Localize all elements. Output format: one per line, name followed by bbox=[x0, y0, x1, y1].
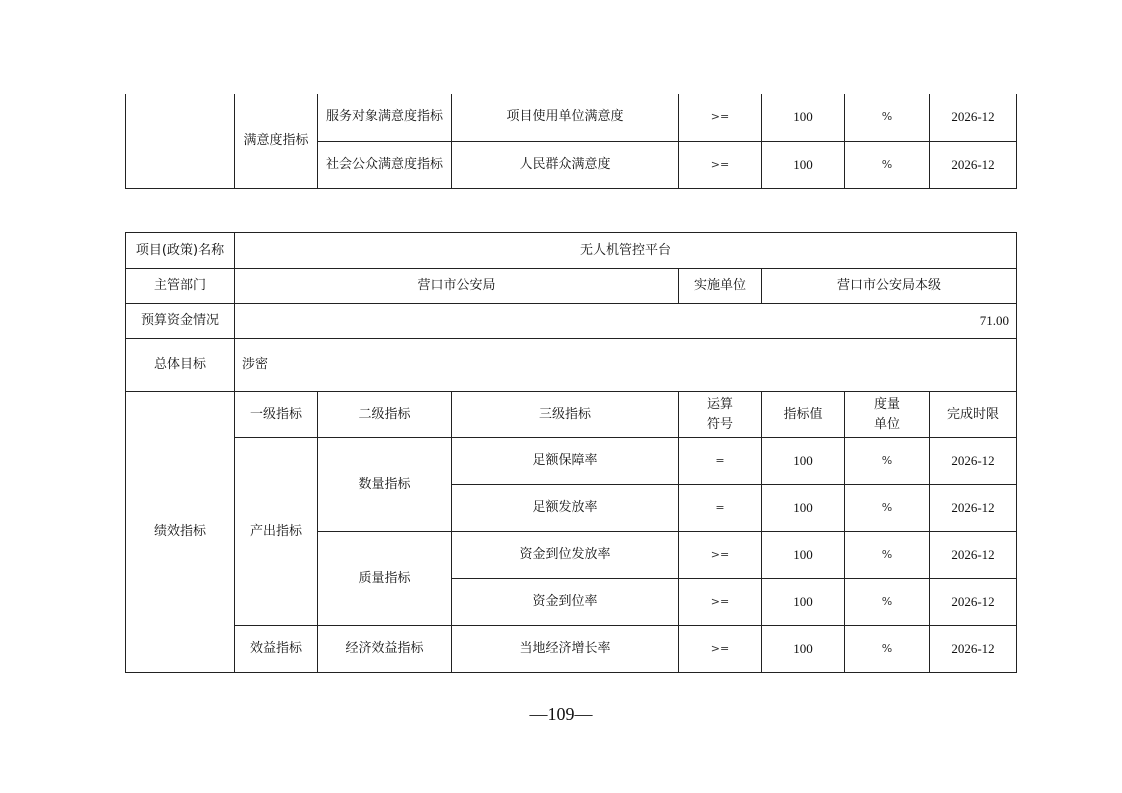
header-level1: 一级指标 bbox=[235, 392, 318, 438]
unit-cell: % bbox=[845, 532, 930, 579]
header-operator-line1: 运算 bbox=[706, 396, 733, 412]
header-unit-line2: 单位 bbox=[873, 416, 900, 432]
unit-cell: % bbox=[845, 438, 930, 485]
operator-cell: >= bbox=[679, 141, 762, 188]
header-deadline: 完成时限 bbox=[930, 392, 1017, 438]
header-level2: 二级指标 bbox=[318, 392, 452, 438]
value-cell: 100 bbox=[762, 141, 845, 188]
project-performance-table bbox=[125, 232, 1017, 673]
table-row bbox=[126, 304, 1017, 339]
deadline-cell: 2026-12 bbox=[930, 485, 1017, 532]
goal-value: 涉密 bbox=[235, 339, 1017, 392]
operator-cell: = bbox=[679, 438, 762, 485]
table-row bbox=[126, 626, 1017, 673]
output-level1: 产出指标 bbox=[235, 438, 318, 626]
indicator-cell: 当地经济增长率 bbox=[452, 626, 679, 673]
indicator-cell: 足额发放率 bbox=[452, 485, 679, 532]
value-cell: 100 bbox=[762, 94, 845, 141]
deadline-cell: 2026-12 bbox=[930, 579, 1017, 626]
table-row bbox=[126, 339, 1017, 392]
project-name-label: 项目(政策)名称 bbox=[126, 233, 235, 269]
header-unit-line1: 度量 bbox=[873, 396, 900, 412]
operator-cell: = bbox=[679, 485, 762, 532]
indicator-cell: 资金到位率 bbox=[452, 579, 679, 626]
table-row bbox=[126, 438, 1017, 485]
value-cell: 100 bbox=[762, 579, 845, 626]
indicator-cell: 资金到位发放率 bbox=[452, 532, 679, 579]
impl-value: 营口市公安局本级 bbox=[762, 269, 1017, 304]
value-cell: 100 bbox=[762, 485, 845, 532]
unit-cell: % bbox=[845, 94, 930, 141]
table-row bbox=[126, 233, 1017, 269]
operator-cell: >= bbox=[679, 579, 762, 626]
level3-cell: 社会公众满意度指标 bbox=[318, 141, 452, 188]
quantity-level2: 数量指标 bbox=[318, 438, 452, 532]
goal-label: 总体目标 bbox=[126, 339, 235, 392]
indicator-cell: 项目使用单位满意度 bbox=[452, 94, 679, 141]
dept-label: 主管部门 bbox=[126, 269, 235, 304]
benefit-level1: 效益指标 bbox=[235, 626, 318, 673]
operator-cell: >= bbox=[679, 532, 762, 579]
page-number: —109— bbox=[529, 704, 593, 724]
unit-cell: % bbox=[845, 141, 930, 188]
unit-cell: % bbox=[845, 579, 930, 626]
quality-level2: 质量指标 bbox=[318, 532, 452, 626]
value-cell: 100 bbox=[762, 626, 845, 673]
level1-cell bbox=[126, 94, 235, 188]
performance-label: 绩效指标 bbox=[126, 392, 235, 673]
deadline-cell: 2026-12 bbox=[930, 438, 1017, 485]
budget-value: 71.00 bbox=[235, 304, 1017, 339]
table-row bbox=[126, 94, 1017, 141]
header-unit bbox=[845, 392, 930, 438]
project-name-value: 无人机管控平台 bbox=[235, 233, 1017, 269]
table-row bbox=[126, 269, 1017, 304]
deadline-cell: 2026-12 bbox=[930, 532, 1017, 579]
header-operator-line2: 符号 bbox=[706, 416, 733, 432]
indicator-cell: 人民群众满意度 bbox=[452, 141, 679, 188]
benefit-level2: 经济效益指标 bbox=[318, 626, 452, 673]
header-operator bbox=[679, 392, 762, 438]
header-value: 指标值 bbox=[762, 392, 845, 438]
value-cell: 100 bbox=[762, 532, 845, 579]
unit-cell: % bbox=[845, 626, 930, 673]
level3-cell: 服务对象满意度指标 bbox=[318, 94, 452, 141]
operator-cell: >= bbox=[679, 94, 762, 141]
budget-label: 预算资金情况 bbox=[126, 304, 235, 339]
deadline-cell: 2026-12 bbox=[930, 626, 1017, 673]
dept-value: 营口市公安局 bbox=[235, 269, 679, 304]
impl-label: 实施单位 bbox=[679, 269, 762, 304]
header-level3: 三级指标 bbox=[452, 392, 679, 438]
level2-cell: 满意度指标 bbox=[235, 94, 318, 188]
deadline-cell: 2026-12 bbox=[930, 141, 1017, 188]
satisfaction-table bbox=[125, 94, 1017, 189]
table-header-row bbox=[126, 392, 1017, 438]
unit-cell: % bbox=[845, 485, 930, 532]
operator-cell: >= bbox=[679, 626, 762, 673]
value-cell: 100 bbox=[762, 438, 845, 485]
deadline-cell: 2026-12 bbox=[930, 94, 1017, 141]
indicator-cell: 足额保障率 bbox=[452, 438, 679, 485]
